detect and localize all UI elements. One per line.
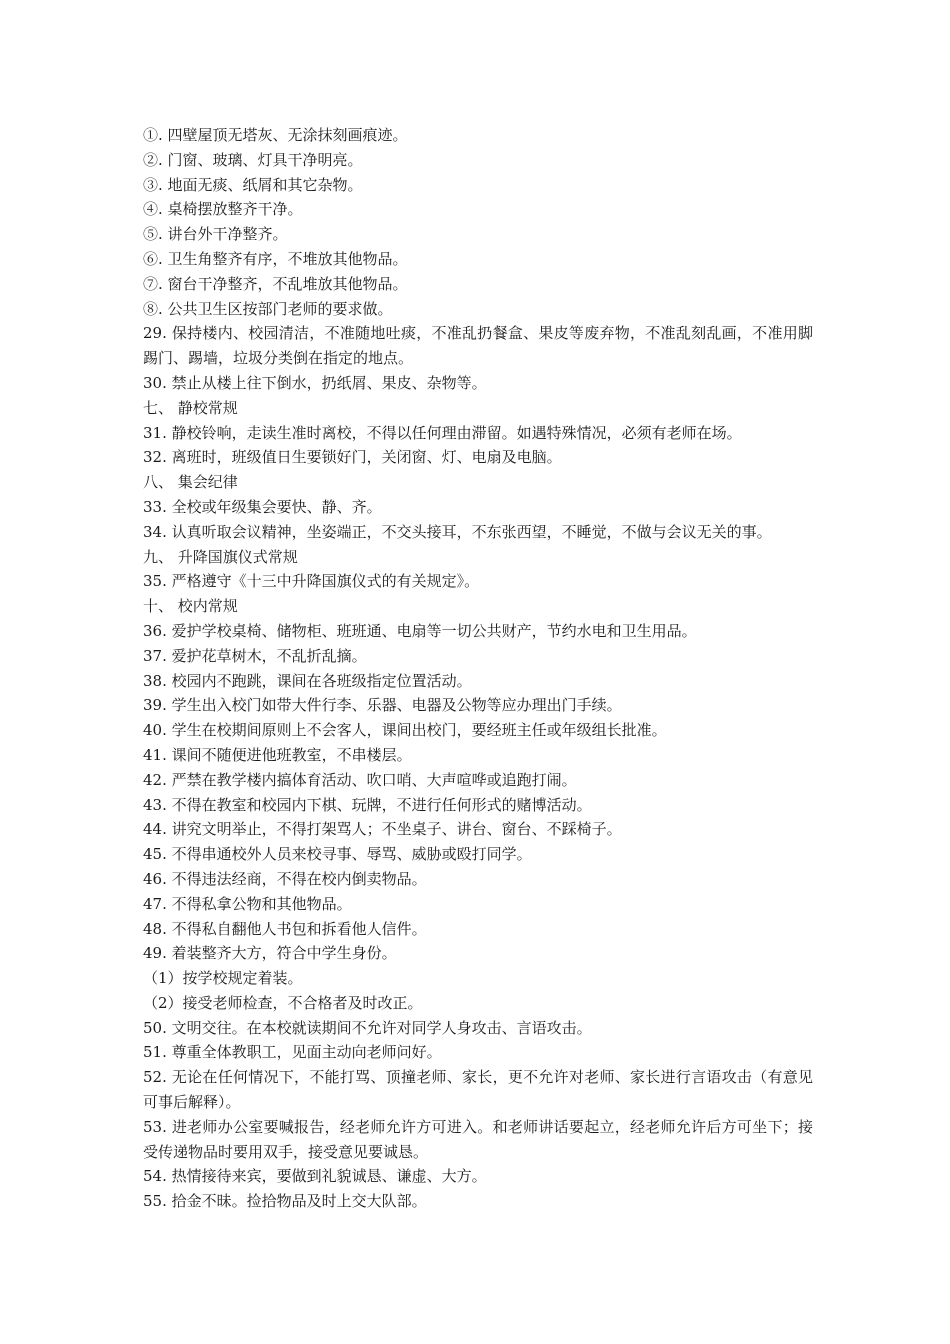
rule-item: 33. 全校或年级集会要快、静、齐。 [143, 497, 382, 516]
rule-item: 37. 爱护花草树木，不乱折乱摘。 [143, 646, 367, 665]
rule-item: 44. 讲究文明举止，不得打架骂人；不坐桌子、讲台、窗台、不踩椅子。 [143, 820, 622, 839]
rule-item: 47. 不得私拿公物和其他物品。 [143, 894, 352, 913]
list-item: ④. 桌椅摆放整齐干净。 [143, 200, 303, 219]
list-item: ①. 四壁屋顶无塔灰、无涂抹刻画痕迹。 [143, 126, 408, 144]
section-heading: 十、 校内常规 [143, 597, 238, 616]
list-item: ②. 门窗、玻璃、灯具干净明亮。 [143, 150, 363, 169]
section-heading: 九、 升降国旗仪式常规 [143, 547, 298, 566]
sub-item: （1）按学校规定着装。 [143, 969, 303, 988]
rule-item: 50. 文明交往。在本校就读期间不允许对同学人身攻击、言语攻击。 [143, 1018, 592, 1037]
section-heading: 七、 静校常规 [143, 398, 238, 417]
rule-item: 41. 课间不随便进他班教室，不串楼层。 [143, 745, 412, 764]
rule-item: 46. 不得违法经商，不得在校内倒卖物品。 [143, 869, 427, 888]
section-heading: 八、 集会纪律 [143, 473, 238, 492]
rule-item: 43. 不得在教室和校园内下棋、玩牌，不进行任何形式的赌博活动。 [143, 795, 592, 814]
sub-item: （2）接受老师检查，不合格者及时改正。 [143, 993, 423, 1012]
rule-item: 39. 学生出入校门如带大件行李、乐器、电器及公物等应办理出门手续。 [143, 696, 622, 715]
rule-item: 54. 热情接待来宾，要做到礼貌诚恳、谦虚、大方。 [143, 1167, 487, 1186]
rule-paragraph: 52. 无论在任何情况下，不能打骂、顶撞老师、家长，更不允许对老师、家长进行言语攻击（有意见可事后解释）。 [143, 1068, 813, 1112]
rule-item: 49. 着装整齐大方，符合中学生身份。 [143, 944, 397, 963]
rule-item: 36. 爱护学校桌椅、储物柜、班班通、电扇等一切公共财产，节约水电和卫生用品。 [143, 621, 697, 640]
rule-item: 35. 严格遵守《十三中升降国旗仪式的有关规定》。 [143, 572, 480, 591]
rule-item: 34. 认真听取会议精神，坐姿端正，不交头接耳，不东张西望，不睡觉，不做与会议无关的事。 [143, 522, 772, 541]
rule-item: 42. 严禁在教学楼内搞体育活动、吹口哨、大声喧哗或追跑打闹。 [143, 770, 577, 789]
list-item: ⑦. 窗台干净整齐，不乱堆放其他物品。 [143, 274, 408, 293]
document-body [143, 123, 813, 1214]
rule-paragraph: 53. 进老师办公室要喊报告，经老师允许方可进入。和老师讲话要起立，经老师允许后方可坐下；接受传递物品时要用双手，接受意见要诚恳。 [143, 1117, 813, 1161]
rule-item: 31. 静校铃响，走读生准时离校，不得以任何理由滞留。如遇特殊情况，必须有老师在场。 [143, 423, 742, 442]
rule-item: 45. 不得串通校外人员来校寻事、辱骂、威胁或殴打同学。 [143, 845, 532, 864]
rule-paragraph: 29. 保持楼内、校园清洁，不准随地吐痰，不准乱扔餐盒、果皮等废弃物，不准乱刻乱画，不准用脚踢门、踢墙，垃圾分类倒在指定的地点。 [143, 324, 813, 368]
list-item: ⑥. 卫生角整齐有序，不堆放其他物品。 [143, 249, 408, 268]
rule-item: 40. 学生在校期间原则上不会客人，课间出校门，要经班主任或年级组长批准。 [143, 721, 667, 740]
rule-item: 48. 不得私自翻他人书包和拆看他人信件。 [143, 919, 427, 938]
rule-item: 51. 尊重全体教职工，见面主动向老师问好。 [143, 1043, 442, 1062]
rule-item: 38. 校园内不跑跳，课间在各班级指定位置活动。 [143, 671, 472, 690]
list-item: ③. 地面无痰、纸屑和其它杂物。 [143, 175, 363, 194]
rule-item: 55. 拾金不昧。捡拾物品及时上交大队部。 [143, 1192, 427, 1211]
list-item: ⑤. 讲台外干净整齐。 [143, 225, 288, 244]
rule-item: 32. 离班时，班级值日生要锁好门，关闭窗、灯、电扇及电脑。 [143, 448, 562, 467]
rule-item: 30. 禁止从楼上往下倒水，扔纸屑、果皮、杂物等。 [143, 373, 487, 392]
list-item: ⑧. 公共卫生区按部门老师的要求做。 [143, 299, 393, 318]
